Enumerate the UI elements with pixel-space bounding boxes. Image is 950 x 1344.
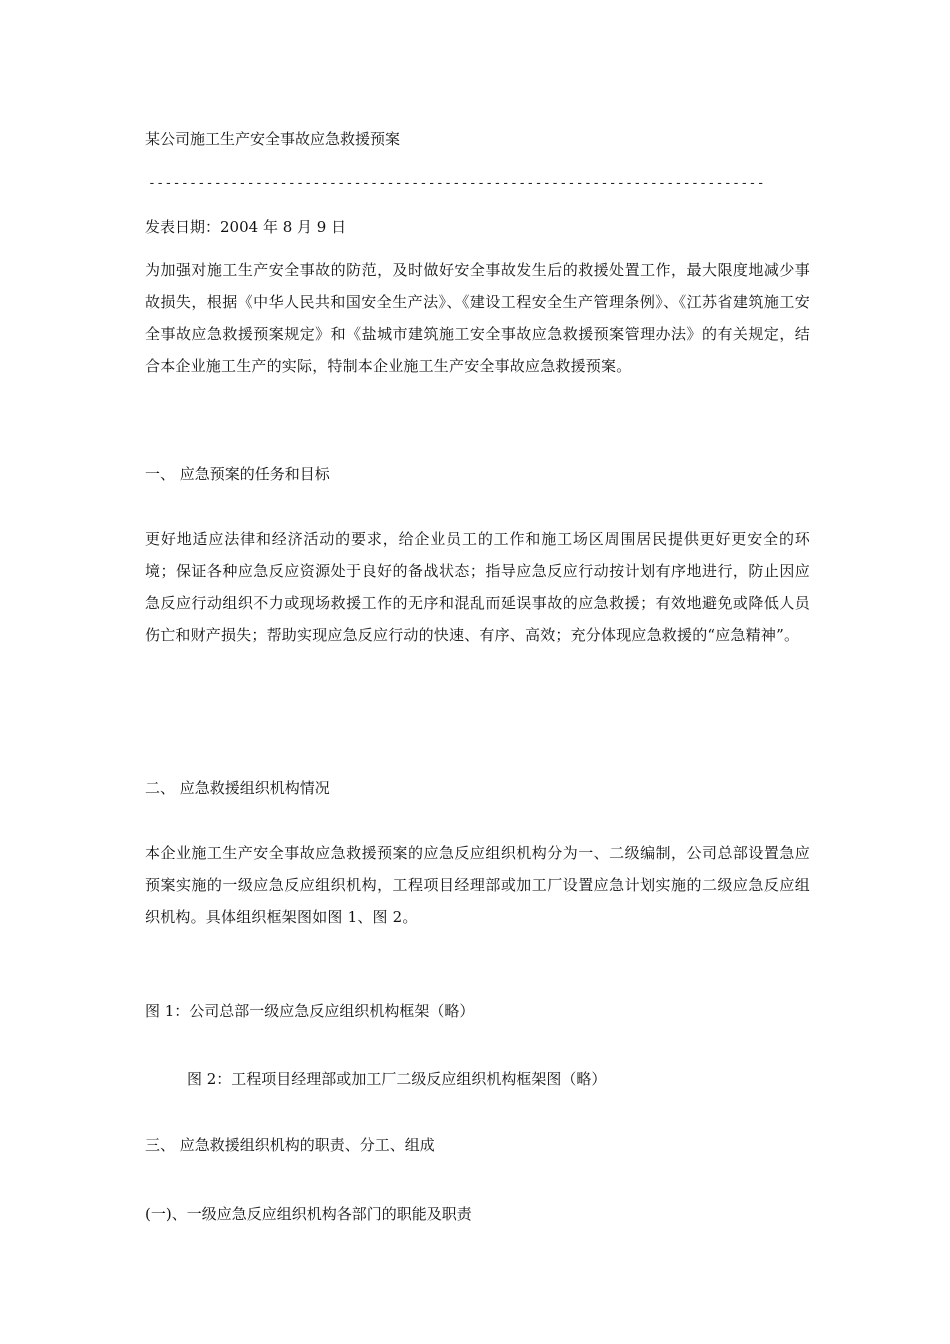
section-3-heading: 三、 应急救援组织机构的职责、分工、组成	[145, 1136, 435, 1154]
section-1-heading: 一、 应急预案的任务和目标	[145, 465, 330, 483]
subsection-1-heading: (一)、一级应急反应组织机构各部门的职能及职责	[145, 1205, 472, 1223]
intro-paragraph: 为加强对施工生产安全事故的防范，及时做好安全事故发生后的救援处置工作，最大限度地减少事故损失，根据《中华人民共和国安全生产法》、《建设工程安全生产管理条例》、《江苏省建筑施工安全事故应急救援预案规定》和《盐城市建筑施工安全事故应急救援预案管理办法》的有关规定，结合本企业施工生产的实际，特制本企业施工生产安全事故应急救援预案。	[145, 261, 810, 375]
section-2-body: 本企业施工生产安全事故应急救援预案的应急反应组织机构分为一、二级编制，公司总部设置急应预案实施的一级应急反应组织机构，工程项目经理部或加工厂设置应急计划实施的二级应急反应组织机构。具体组织框架图如图 1、图 2。	[145, 844, 810, 926]
section-1-body: 更好地适应法律和经济活动的要求，给企业员工的工作和施工场区周围居民提供更好更安全的环境；保证各种应急反应资源处于良好的备战状态；指导应急反应行动按计划有序地进行，防止因应急反应行动组织不力或现场救援工作的无序和混乱而延误事故的应急救援；有效地避免或降低人员伤亡和财产损失；帮助实现应急反应行动的快速、有序、高效；充分体现应急救援的“应急精神”。	[145, 530, 810, 644]
title-divider: ---------------------------------------------------------------------------	[148, 176, 765, 191]
publish-date: 发表日期：2004 年 8 月 9 日	[145, 218, 347, 236]
figure-2-caption: 图 2：工程项目经理部或加工厂二级反应组织机构框架图（略）	[187, 1070, 607, 1088]
document-title: 某公司施工生产安全事故应急救援预案	[145, 130, 401, 148]
section-2-heading: 二、 应急救援组织机构情况	[145, 779, 330, 797]
figure-1-caption: 图 1：公司总部一级应急反应组织机构框架（略）	[145, 1002, 475, 1020]
